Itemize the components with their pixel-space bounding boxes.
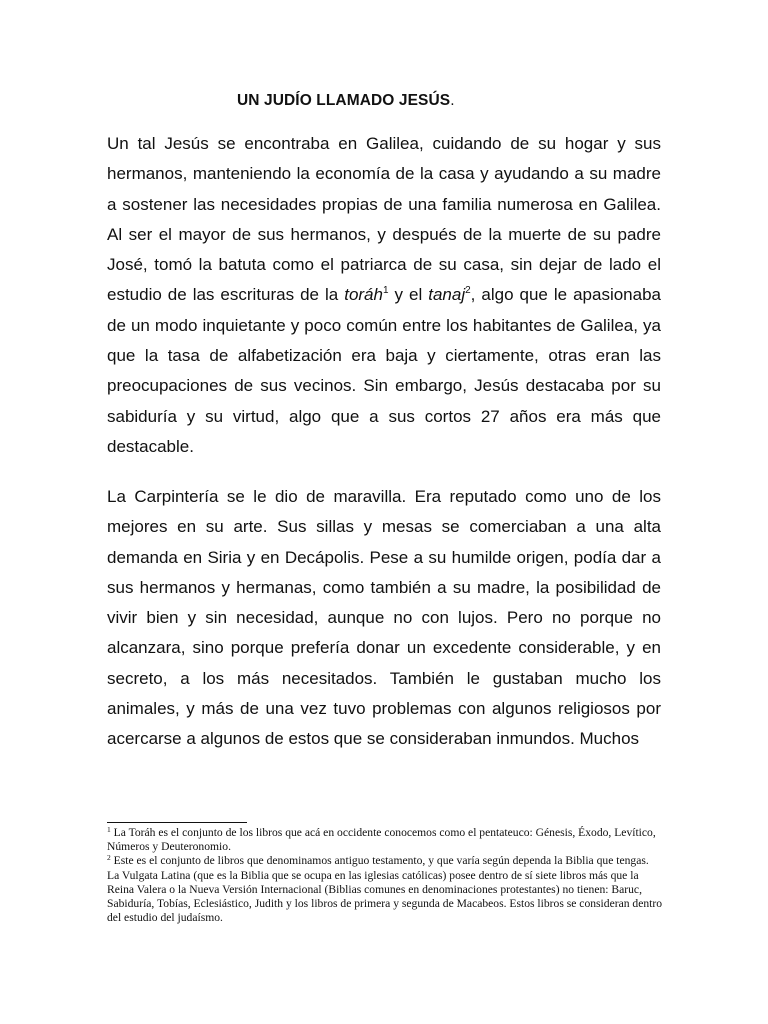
paragraph-1-part-1: Un tal Jesús se encontraba en Galilea, cuidando de su hogar y sus hermanos, manteniendo la economía de la casa y ayudando a su madre a sostener las necesidades propias de una familia numerosa en Galilea. Al ser el mayor de sus hermanos, y después de la muerte de su padre José, tomó la batuta como el patriarca de su casa, sin dejar de lado el estudio de las escrituras de la [107,134,661,305]
footnote-1-text: La Toráh es el conjunto de los libros que acá en occidente conocemos como el pentateuco: Génesis, Éxodo, Levítico, Números y Deuteronomio. [107,826,656,854]
paragraph-1-connector: y el [388,285,429,305]
footnote-1 [107,826,663,854]
title-period: . [450,92,455,109]
footnote-2 [107,854,663,925]
footnote-ref-1[interactable]: 1 [382,285,389,297]
paragraph-2: La Carpintería se le dio de maravilla. Era reputado como uno de los mejores en su arte. Sus sillas y mesas se comerciaban a una alta demanda en Siria y en Decápolis. Pese a su humilde origen, podía dar a sus hermanos y hermanas, como también a su madre, la posibilidad de vivir bien y sin necesidad, aunque no con lujos. Pero no porque no alcanzara, sino porque prefería donar un excedente considerable, y en secreto, a los más necesitados. También le gustaban mucho los animales, y más de una vez tuvo problemas con algunos religiosos por acercarse a algunos de estos que se consideraban inmundos. Muchos [107,487,661,749]
footnote-separator [107,822,247,823]
footnote-ref-2[interactable]: 2 [465,285,471,297]
paragraph-1-part-2: , algo que le apasionaba de un modo inquietante y poco común entre los habitantes de Galilea, ya que la tasa de alfabetización era baja y ciertamente, otras eran las preocupaciones de sus vecinos. Sin embargo, Jesús destacaba por su sabiduría y su virtud, algo que a sus cortos 27 años era más que destacable. [107,285,661,456]
footnote-2-text: Este es el conjunto de libros que denominamos antiguo testamento, y que varía según dependa la Biblia que tengas. La Vulgata Latina (que es la Biblia que se ocupa en las iglesias católicas) posee dentro de sí siete libros más que la Reina Valera o la Nueva Versión Internacional (Biblias comunes en denominaciones protestantes) no tienen: Baruc, Sabiduría, Tobías, Eclesiástico, Judith y los libros de primera y segunda de Macabeos. Estos libros se consideran dentro del estudio del judaísmo. [107,854,663,925]
footnotes [107,826,663,925]
footnote-2-number: 2 [107,853,111,863]
term-torah: toráh [344,285,383,305]
term-tanaj: tanaj [428,285,466,305]
title-text: UN JUDÍO LLAMADO JESÚS [237,92,451,109]
footnote-1-number: 1 [107,825,111,834]
document-title [237,92,455,110]
paragraph-1 [107,129,661,462]
